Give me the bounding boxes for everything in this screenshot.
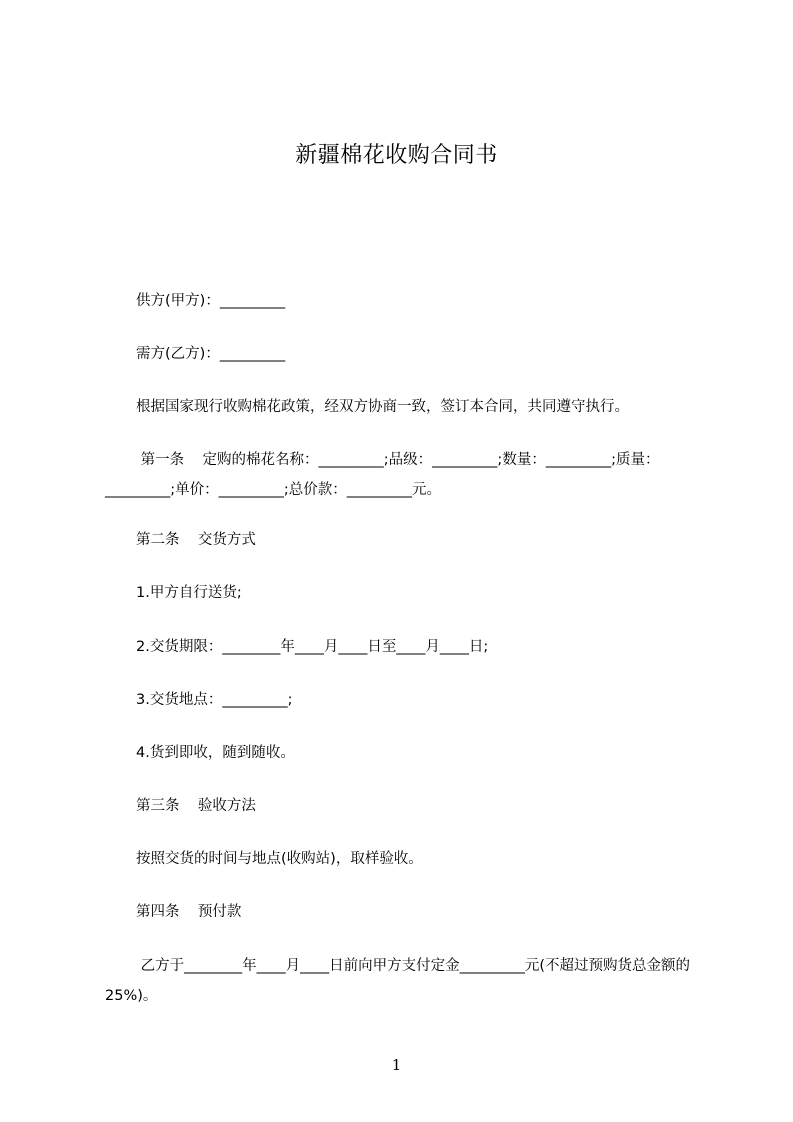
delivery-item-4: 4.货到即收，随到随收。	[136, 745, 295, 761]
article-2-heading: 第二条 交货方式	[136, 532, 256, 548]
supplier-party-line: 供方(甲方)：_________	[136, 293, 286, 309]
buyer-party-line: 需方(乙方)：_________	[136, 346, 286, 362]
delivery-item-2: 2.交货期限：________年____月____日至____月____日;	[136, 639, 489, 655]
page-number: 1	[391, 1056, 402, 1074]
delivery-item-1: 1.甲方自行送货;	[136, 585, 242, 601]
delivery-item-3: 3.交货地点：_________;	[136, 692, 293, 708]
inspection-method-paragraph: 按照交货的时间与地点(收购站)，取样验收。	[136, 851, 423, 867]
document-title: 新疆棉花收购合同书	[295, 143, 498, 168]
article-3-heading: 第三条 验收方法	[136, 798, 256, 814]
article-4-heading: 第四条 预付款	[136, 904, 242, 920]
preamble-paragraph: 根据国家现行收购棉花政策，经双方协商一致，签订本合同，共同遵守执行。	[136, 399, 629, 415]
prepayment-paragraph: 乙方于________年____月____日前向甲方支付定金_________元(不超过预购货总金额的 25%)。	[105, 958, 695, 1004]
article-1-paragraph: 第一条 定购的棉花名称：_________;品级：_________;数量：_________;质量：_________;单价：_________;总价款：_________元。	[105, 452, 660, 498]
